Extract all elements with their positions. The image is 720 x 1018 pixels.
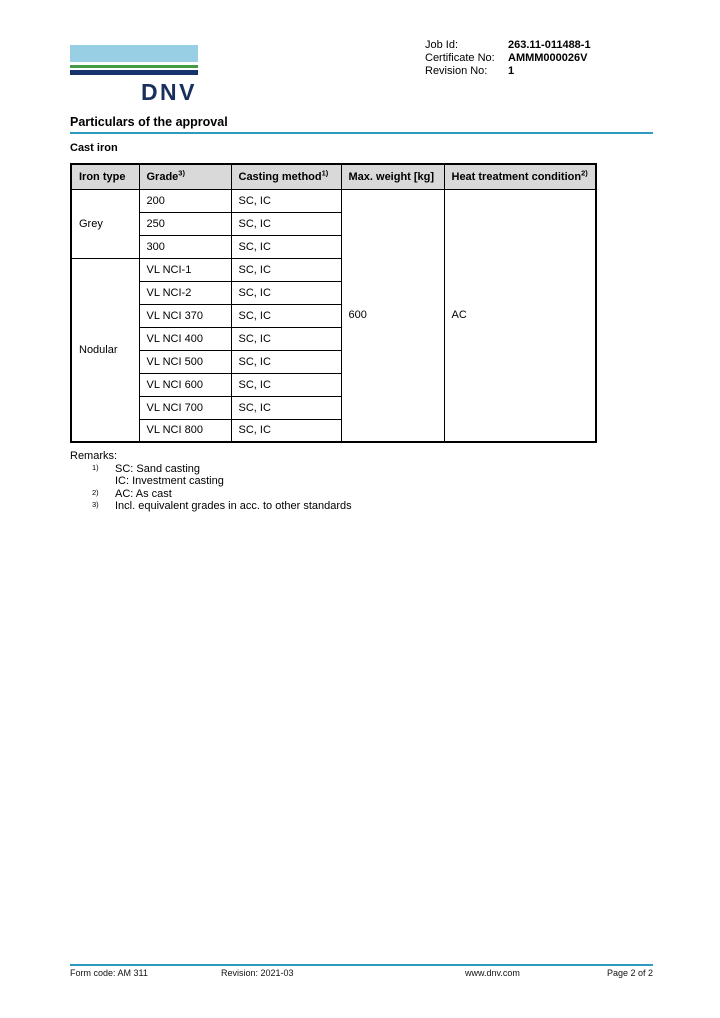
footer-form-code: Form code: AM 311 — [70, 968, 148, 978]
revision-no-label: Revision No: — [425, 65, 488, 77]
footer-website: www.dnv.com — [465, 968, 520, 978]
casting-method-cell: SC, IC — [231, 396, 341, 419]
logo-lightblue-bar — [70, 45, 198, 62]
remark-text: AC: As cast — [115, 487, 172, 500]
table-header-row — [71, 164, 596, 189]
logo-brand-text: DNV — [140, 79, 197, 105]
grade-cell: VL NCI 370 — [139, 304, 231, 327]
grade-cell: 250 — [139, 212, 231, 235]
casting-method-cell: SC, IC — [231, 189, 341, 212]
grade-cell: VL NCI 700 — [139, 396, 231, 419]
remark-item — [70, 463, 352, 476]
grade-cell: VL NCI 800 — [139, 419, 231, 442]
page-title: Particulars of the approval — [70, 115, 228, 129]
job-info-block — [425, 39, 591, 78]
revision-no-row — [425, 65, 591, 78]
col-header-casting-method: Casting method$^{1)}$ — [231, 164, 341, 189]
job-id-label: Job Id: — [425, 39, 459, 51]
job-id-value: 263.11-011488-1 — [508, 39, 591, 51]
dnv-logo — [70, 45, 198, 106]
grade-cell: VL NCI-2 — [139, 281, 231, 304]
footer-revision: Revision: 2021-03 — [221, 968, 294, 978]
footer-page-number: Page 2 of 2 — [606, 968, 653, 978]
remark-sup: 2) — [92, 487, 99, 497]
max-weight-cell: 600 — [341, 189, 444, 442]
casting-method-cell: SC, IC — [231, 212, 341, 235]
logo-navy-stripe — [70, 70, 198, 75]
remark-item — [70, 500, 352, 513]
casting-method-cell: SC, IC — [231, 327, 341, 350]
remark-text: SC: Sand casting — [115, 462, 200, 475]
remark-item — [70, 488, 352, 501]
remark-sup: 1) — [92, 462, 99, 472]
footer-rule — [70, 964, 653, 966]
remark-text: Incl. equivalent grades in acc. to other standards — [115, 500, 352, 512]
remark-item — [70, 475, 352, 488]
revision-no-value: 1 — [508, 65, 515, 77]
remark-sup: 3) — [92, 500, 99, 509]
section-subtitle: Cast iron — [70, 142, 118, 154]
remark-text: IC: Investment casting — [115, 475, 224, 487]
col-header-grade: Grade$^{3)}$ — [139, 164, 231, 189]
casting-method-cell: SC, IC — [231, 373, 341, 396]
certificate-no-label: Certificate No: — [425, 52, 495, 64]
col-header-iron-type: Iron type — [71, 164, 139, 189]
col-header-heat-treatment: Heat treatment condition$^{2)}$ — [444, 164, 596, 189]
job-id-row — [425, 39, 591, 52]
iron-type-grey-cell: Grey — [71, 189, 139, 258]
casting-method-cell: SC, IC — [231, 350, 341, 373]
casting-method-cell: SC, IC — [231, 281, 341, 304]
section-title-block — [70, 115, 653, 134]
grade-cell: VL NCI 500 — [139, 350, 231, 373]
approval-table — [70, 163, 597, 443]
casting-method-cell: SC, IC — [231, 419, 341, 442]
casting-method-cell: SC, IC — [231, 258, 341, 281]
heat-treatment-cell: AC — [444, 189, 596, 442]
title-underline — [70, 132, 653, 134]
grade-cell: 300 — [139, 235, 231, 258]
grade-cell: 200 — [139, 189, 231, 212]
certificate-no-row — [425, 52, 591, 65]
remarks-section — [70, 450, 352, 513]
certificate-no-value: AMMM000026V — [508, 52, 588, 64]
logo-green-stripe — [70, 65, 198, 68]
casting-method-cell: SC, IC — [231, 235, 341, 258]
grade-cell: VL NCI 600 — [139, 373, 231, 396]
grade-cell: VL NCI 400 — [139, 327, 231, 350]
iron-type-nodular-cell: Nodular — [71, 258, 139, 442]
col-header-max-weight: Max. weight [kg] — [341, 164, 444, 189]
grade-cell: VL NCI-1 — [139, 258, 231, 281]
remarks-heading: Remarks: — [70, 450, 118, 462]
table-row — [71, 189, 596, 212]
casting-method-cell: SC, IC — [231, 304, 341, 327]
